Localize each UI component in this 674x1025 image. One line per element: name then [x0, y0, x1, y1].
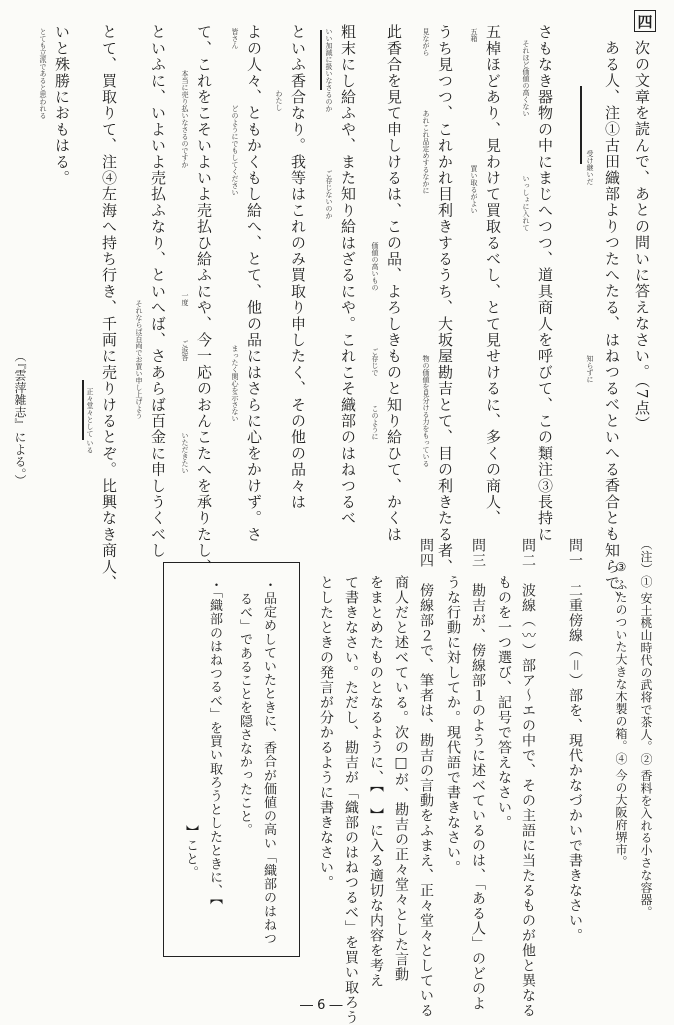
gloss: どのようにでもしてください — [231, 105, 239, 196]
box-line-2: るべ」であることを隠さなかったこと。 — [237, 592, 252, 837]
question-4-cont3: て書きなさい。ただし、勘吉が「織部のはねつるべ」を買い取ろう — [343, 575, 359, 1025]
gloss: 受け継いだ — [586, 150, 594, 185]
source-citation: （『雲萍雑志』による。） — [13, 350, 27, 487]
passage-line-10: といふに、いよいよ売払ふなり、といへば、さあらば百金に申しうくべし — [149, 24, 167, 559]
gloss: 皆さん — [231, 28, 239, 49]
question-4-cont4: としたときの発言が分かるように書きなさい。 — [318, 575, 334, 890]
passage-line-5: 此香合を見て申しけるは、この品、よろしきものと知り給ひて、かくは — [385, 24, 403, 543]
passage-line-8: よの人々、ともかくもし給へ、とて、他の品にはさらに心をかけず。さ — [245, 24, 263, 543]
passage-line-3: 五棹ほどあり、見わけて買取るべし、とて見せけるに、多くの商人、 — [484, 24, 502, 527]
gloss: それならば百両でお買い申し上げよう — [135, 300, 143, 419]
question-4-cont1: 商人だと述べている。次の□が、勘吉の正々堂々とした言動 — [393, 575, 409, 982]
gloss: 正々堂々として いる — [86, 388, 94, 454]
box-line-3: ・「織部のはねつるべ」を買い取ろうとしたときに、【 — [207, 578, 222, 905]
underline-mark — [82, 380, 84, 440]
gloss: ご存じないのか — [325, 170, 333, 219]
gloss: 本当に売り払いなさるのですか — [181, 70, 189, 168]
gloss: 見ながら — [422, 28, 430, 56]
question-3: 問三 勘吉が、傍線部１のように述べているのは、「ある人」のどのよ — [470, 538, 486, 1011]
gloss: 知らずに — [586, 355, 594, 383]
passage-line-4: うち見つつ、これかれ目利きするうち、大坂屋勘吉とて、目の利きたる者、 — [436, 24, 454, 575]
underline-mark — [580, 86, 582, 164]
gloss: 買い取るがよい — [470, 165, 478, 214]
question-3-cont: うな行動に対してか。現代語で書きなさい。 — [445, 575, 461, 875]
gloss: あれこれ品定めするなかに — [422, 110, 430, 194]
gloss: 一度 — [181, 292, 189, 306]
gloss: いただきたい — [181, 432, 189, 474]
gloss: ご存じで — [371, 348, 379, 376]
question-2: 問二 波線（〰）部ア～エの中で、その主語に当たるものが他と異なる — [520, 538, 536, 1018]
question-number: 四 — [634, 10, 656, 32]
page-number: ― 6 ― — [300, 998, 343, 1013]
gloss: 物の価値を見分ける力をもっている — [422, 355, 430, 467]
gloss: とても立派であると思われる — [39, 28, 47, 119]
box-line-1: ・品定めしていたときに、香合が価値の高い「織部のはねつ — [261, 578, 276, 946]
gloss: ご返答 — [181, 340, 189, 361]
instruction: 次の文章を読んで、あとの問いに答えなさい。（7点） — [633, 40, 651, 433]
passage-line-2: さもなき器物の中にまじへつつ、道具商人を呼びて、この類注③長持に — [536, 24, 554, 543]
answer-frame — [163, 562, 300, 957]
gloss: わたし — [275, 90, 283, 111]
underline-mark — [320, 30, 322, 90]
gloss: このように — [371, 405, 379, 440]
passage-line-7: といふ香合なり。我等はこれのみ買取り申したく、その他の品々は — [289, 24, 307, 510]
passage-line-12: いと殊勝におもはる。 — [53, 24, 71, 186]
passage-line-11: とて、買取りて、注④左海へ持ち行き、千両に売りけるとぞ。比興なき商人、 — [100, 24, 118, 591]
note-line: ③ ふたのついた大きな木製の箱。④ 今の大阪府堺市。 — [614, 560, 628, 869]
question-4-cont2: をまとめたものとなるように、【 】に入る適切な内容を考え — [368, 575, 384, 988]
note-line: （注）① 安土桃山時代の武将で茶人。② 香料を入れる小さな容器。 — [639, 538, 653, 919]
passage-line-1: ある人、注①古田織部よりつたへたる、はねつるべといへる香合とも知らで、 — [603, 40, 621, 607]
gloss: まったく関心を示さない — [231, 345, 239, 422]
gloss: 五箱 — [470, 28, 478, 42]
gloss: いい加減に扱いなさるのか — [325, 28, 333, 112]
passage-line-9: て、これをこそいよいよ売払ひ給ふにや、今一応のおんこたへを承りたし、 — [195, 24, 213, 575]
box-line-4: 】こと。 — [183, 825, 198, 880]
gloss: それほど価値の高くない — [522, 40, 530, 117]
passage-line-6: 粗末にし給ふや、また知り給はざるにや。これこそ織部のはねつるべ — [339, 24, 357, 527]
question-4: 問四 傍線部２で、筆者は、勘吉の言動をふまえ、正々堂々としている — [418, 538, 434, 1018]
question-1: 問一 二重傍線（＝）部を、現代かなづかいで書きなさい。 — [567, 538, 583, 943]
question-2-cont: ものを一つ選び、記号で答えなさい。 — [496, 575, 512, 830]
gloss: 価値の高いもの — [371, 242, 379, 291]
gloss: いっしょに入れて — [522, 175, 530, 231]
